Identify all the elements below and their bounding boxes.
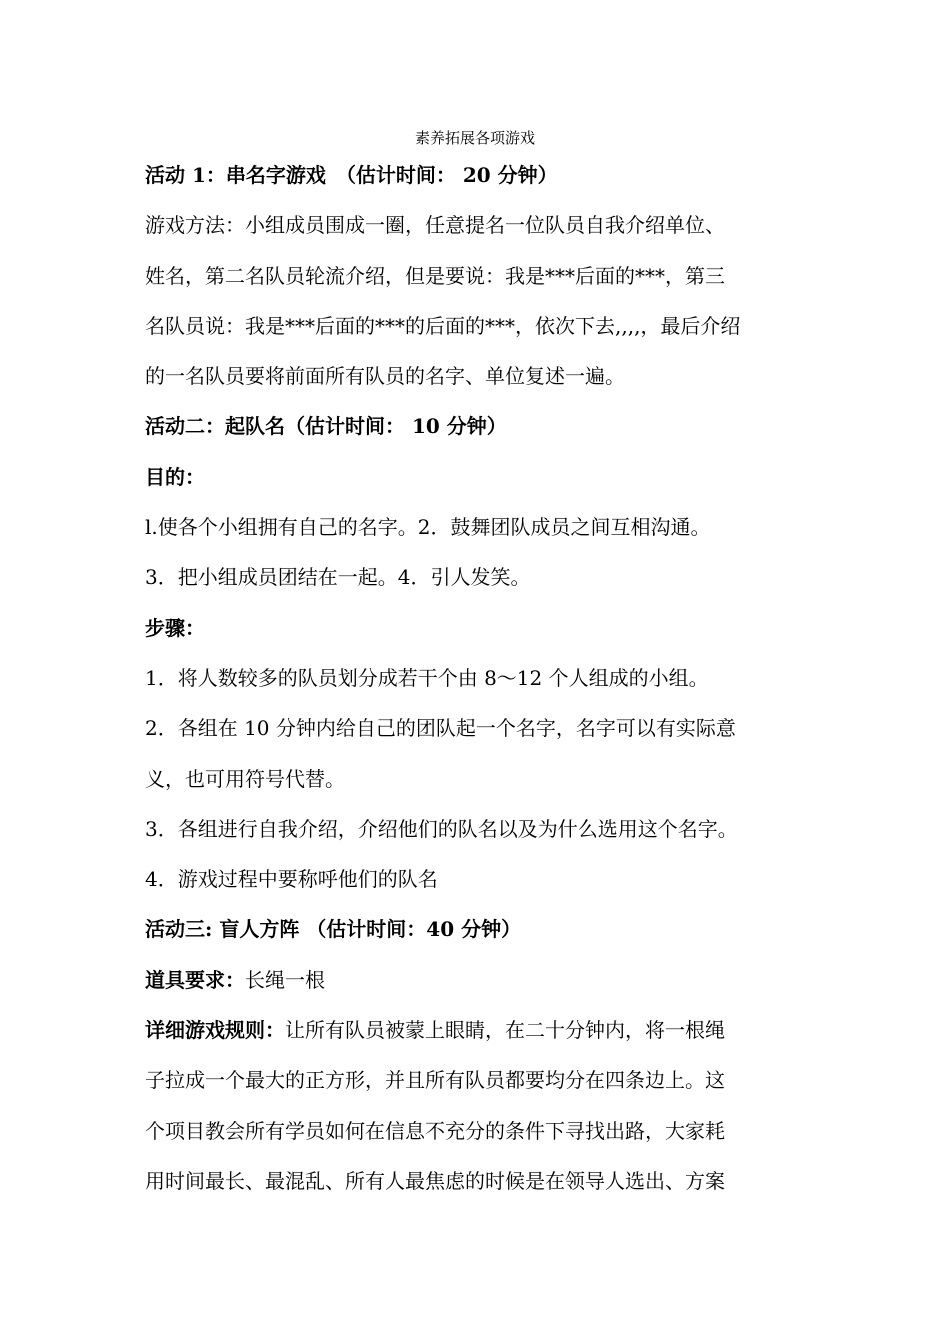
activity2-steps-label: 步骤： (145, 615, 205, 640)
activity3-heading: 活动三: 盲人方阵 （估计时间：40 分钟） (145, 917, 522, 942)
activity3-props-value: 长绳一根 (245, 967, 325, 992)
activity1-heading: 活动 1：串名字游戏 （估计时间： 20 分钟） (145, 163, 558, 187)
activity3-props-label: 道具要求： (145, 967, 245, 992)
activity3-props-line (145, 955, 810, 1005)
activity3-rules-line-4: 用时间最长、最混乱、所有人最焦虑的时候是在领导人选出、方案 (145, 1168, 725, 1193)
activity2-purpose-line-1: l.使各个小组拥有自己的名字。2．鼓舞团队成员之间互相沟通。 (145, 515, 711, 540)
activity2-heading: 活动二：起队名（估计时间： 10 分钟） (145, 414, 507, 439)
activity2-step-line-2: 2．各组在 10 分钟内给自己的团队起一个名字，名字可以有实际意 (145, 716, 736, 741)
activity2-step-line-5: 4．游戏过程中要称呼他们的队名 (145, 867, 438, 892)
activity1-method-line-1: 游戏方法：小组成员围成一圈，任意提名一位队员自我介绍单位、 (145, 213, 725, 238)
activity1-method-line-3: 名队员说：我是***后面的***的后面的***，依次下去,,,,，最后介绍 (145, 313, 741, 338)
activity2-step-line-1: 1．将人数较多的队员划分成若干个由 8～12 个人组成的小组。 (145, 665, 709, 690)
activity3-rules-line-3: 个项目教会所有学员如何在信息不充分的条件下寻找出路，大家耗 (145, 1118, 725, 1143)
document-title: 素养拓展各项游戏 (414, 129, 535, 147)
activity3-rules-label: 详细游戏规则： (145, 1018, 285, 1043)
activity3-rules-first-line: 让所有队员被蒙上眼睛，在二十分钟内，将一根绳 (285, 1018, 725, 1043)
document-body (145, 150, 810, 1206)
activity2-purpose-label: 目的： (145, 464, 205, 489)
activity3-rules-line-1 (145, 1005, 810, 1055)
activity3-rules-line-2: 子拉成一个最大的正方形，并且所有队员都要均分在四条边上。这 (145, 1068, 725, 1093)
activity1-method-line-4: 的一名队员要将前面所有队员的名字、单位复述一遍。 (145, 364, 625, 389)
activity1-method-line-2: 姓名，第二名队员轮流介绍，但是要说：我是***后面的***，第三 (145, 263, 725, 288)
activity2-purpose-line-2: 3．把小组成员团结在一起。4．引人发笑。 (145, 565, 531, 590)
activity2-step-line-4: 3．各组进行自我介绍，介绍他们的队名以及为什么选用这个名字。 (145, 816, 738, 841)
activity2-step-line-3: 义，也可用符号代替。 (145, 766, 345, 791)
